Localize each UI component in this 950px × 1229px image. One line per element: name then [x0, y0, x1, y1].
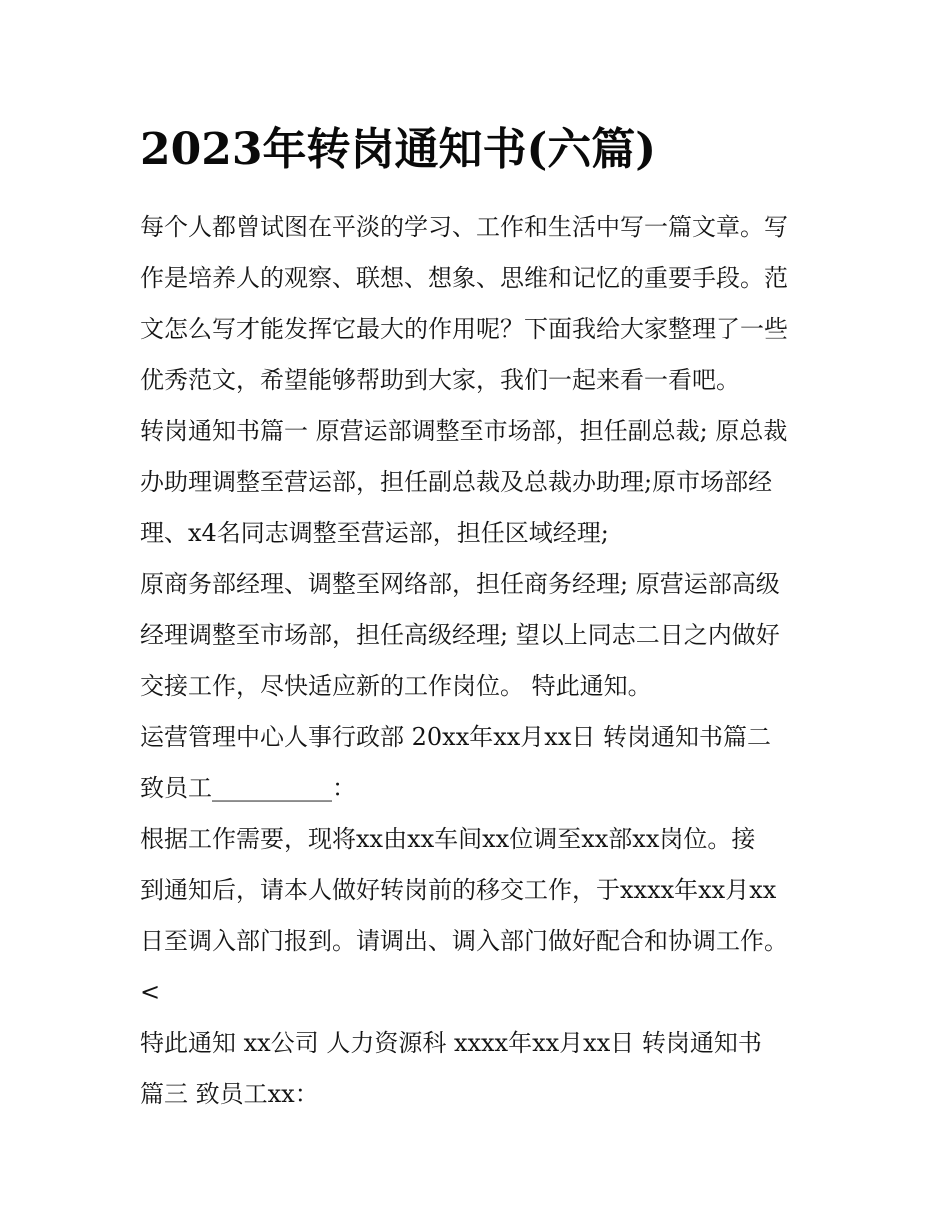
notice-one-continued-paragraph	[140, 559, 820, 712]
notice-two-body-paragraph	[140, 814, 820, 1018]
notice-three-heading-paragraph	[140, 1018, 820, 1120]
document-page	[140, 118, 820, 1120]
text-line: 文怎么写才能发挥它最大的作用呢？下面我给大家整理了一些	[140, 315, 788, 343]
text-line: 特此通知 xx公司 人力资源科 xxxx年xx月xx日 转岗通知书	[140, 1029, 762, 1057]
text-line: 办助理调整至营运部，担任副总裁及总裁办助理;原市场部经	[140, 468, 773, 496]
text-line: 理、x4名同志调整至营运部，担任区域经理;	[140, 519, 609, 547]
text-line: 致员工__________：	[140, 774, 356, 802]
intro-paragraph	[140, 202, 820, 406]
text-line: 每个人都曾试图在平淡的学习、工作和生活中写一篇文章。写	[140, 213, 788, 241]
text-line: 日至调入部门报到。请调出、调入部门做好配合和协调工作。	[140, 927, 788, 955]
text-line: 篇三 致员工xx：	[140, 1080, 319, 1108]
text-line: <	[140, 978, 161, 1006]
text-line: 优秀范文，希望能够帮助到大家，我们一起来看一看吧。	[140, 366, 740, 394]
text-line: 交接工作，尽快适应新的工作岗位。 特此通知。	[140, 672, 652, 700]
notice-one-paragraph	[140, 406, 820, 559]
text-line: 转岗通知书篇一 原营运部调整至市场部，担任副总裁; 原总裁	[140, 417, 788, 445]
text-line: 到通知后，请本人做好转岗前的移交工作，于xxxx年xx月xx	[140, 876, 777, 904]
text-line: 作是培养人的观察、联想、想象、思维和记忆的重要手段。范	[140, 264, 788, 292]
signature-and-notice-two-heading	[140, 712, 820, 814]
text-line: 原商务部经理、调整至网络部，担任商务经理; 原营运部高级	[140, 570, 780, 598]
text-line: 运营管理中心人事行政部 20xx年xx月xx日 转岗通知书篇二	[140, 723, 772, 751]
text-line: 根据工作需要，现将xx由xx车间xx位调至xx部xx岗位。接	[140, 825, 756, 853]
document-title: 2023年转岗通知书(六篇)	[140, 124, 657, 175]
text-line: 经理调整至市场部，担任高级经理; 望以上同志二日之内做好	[140, 621, 780, 649]
